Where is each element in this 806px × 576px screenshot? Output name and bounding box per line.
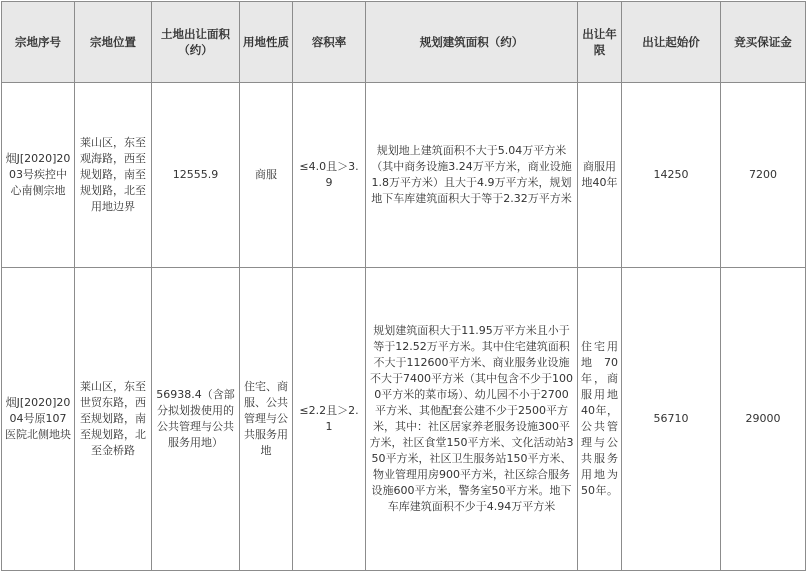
header-row [2,2,806,83]
parcel-start-price: 56710 [622,268,721,571]
header-term: 出让年限 [578,2,622,83]
parcel-far: ≤4.0且＞3.9 [293,83,366,268]
parcel-deposit: 29000 [721,268,806,571]
parcel-deposit: 7200 [721,83,806,268]
header-location: 宗地位置 [75,2,152,83]
header-id: 宗地序号 [2,2,75,83]
header-far: 容积率 [293,2,366,83]
header-deposit: 竞买保证金 [721,2,806,83]
parcel-area: 56938.4（含部分拟划拨使用的公共管理与公共服务用地） [152,268,240,571]
parcel-building-area: 规划地上建筑面积不大于5.04万平方米（其中商务设施3.24万平方米，商业设施1.8万平方米）且大于4.9万平方米，规划地下车库建筑面积大于等于2.32万平方米 [366,83,578,268]
parcel-term: 住宅用地70年，商服用地40年，公共管理与公共服务用地为50年。 [578,268,622,571]
parcel-use: 住宅、商服、公共管理与公共服务用地 [240,268,293,571]
header-use: 用地性质 [240,2,293,83]
parcel-id: 烟J[2020]2003号疾控中心南侧宗地 [2,83,75,268]
table-row [2,268,806,571]
header-building: 规划建筑面积（约） [366,2,578,83]
table-row [2,83,806,268]
parcel-use: 商服 [240,83,293,268]
header-area: 土地出让面积（约） [152,2,240,83]
parcel-id: 烟J[2020]2004号原107医院北侧地块 [2,268,75,571]
parcel-location: 莱山区，东至观海路，西至规划路，南至规划路，北至用地边界 [75,83,152,268]
parcel-area: 12555.9 [152,83,240,268]
parcel-term: 商服用地40年 [578,83,622,268]
land-auction-table [1,1,806,571]
parcel-location: 莱山区，东至世贸东路，西至规划路，南至规划路，北至金桥路 [75,268,152,571]
header-price: 出让起始价 [622,2,721,83]
parcel-start-price: 14250 [622,83,721,268]
parcel-building-area: 规划建筑面积大于11.95万平方米且小于等于12.52万平方米。其中住宅建筑面积不大于112600平方米、商业服务业设施不大于7400平方米（其中包含不少于1000平方米的菜市场）、幼儿园不小于2700平方米、其他配套公建不少于2500平方米，其中：社区居家养老服务设施300平方米，社区食堂150平方米、文化活动站350平方米，社区卫生服务站150平方米、物业管理用房900平方米，社区综合服务设施600平方米，警务室50平方米。地下车库建筑面积不少于4.94万平方米 [366,268,578,571]
parcel-far: ≤2.2且＞2.1 [293,268,366,571]
